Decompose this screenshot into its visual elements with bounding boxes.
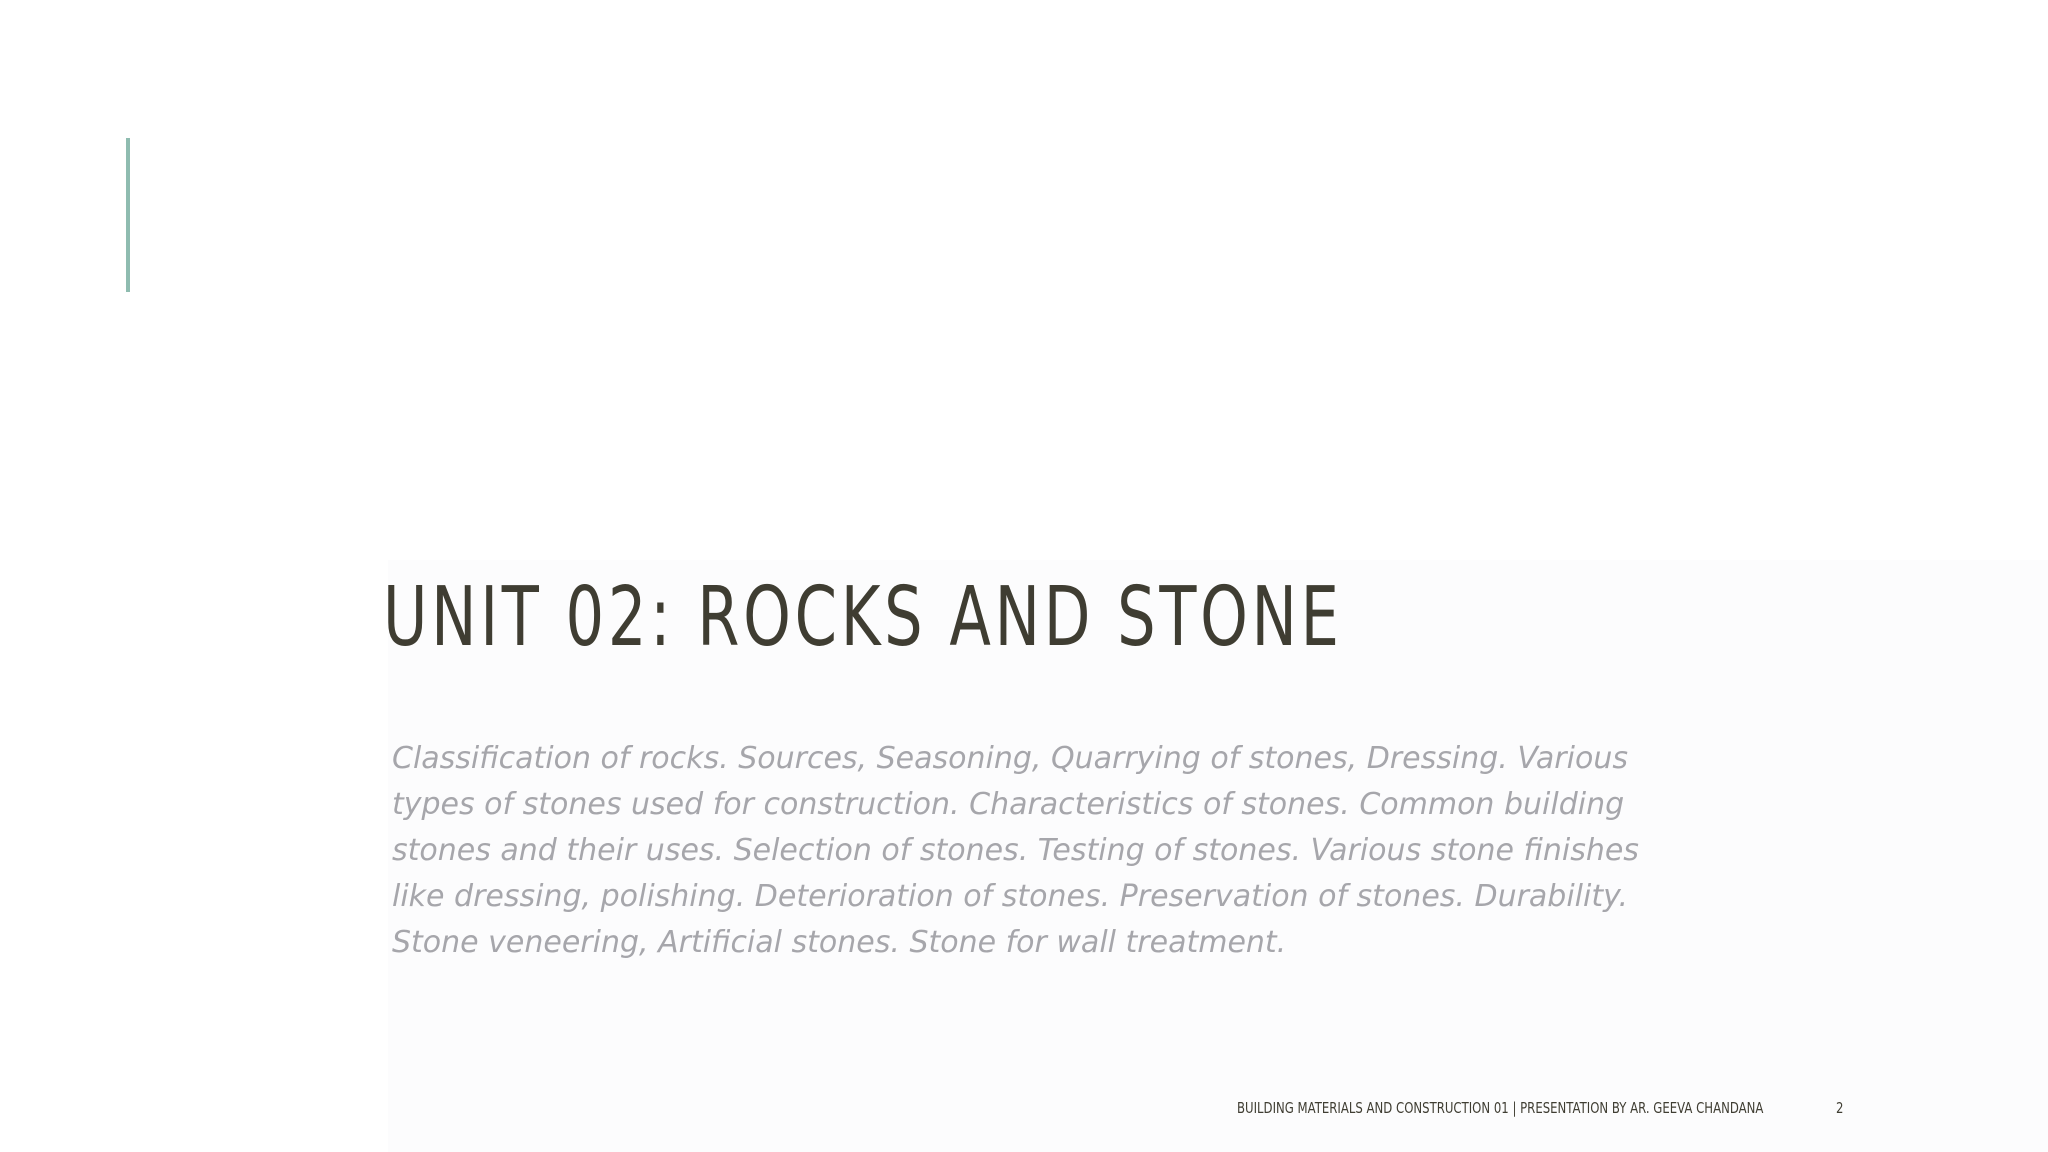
slide-body-text: Classification of rocks. Sources, Seasoning, Quarrying of stones, Dressing. Various types of stones used for construction. Characteristics of stones. Common building stones and their uses. Selection of stones. Testing of stones. Various stone finishes like dressing, polishing. Deterioration of stones. Preservation of stones. Durability. Stone veneering, Artificial stones. Stone for wall treatment. <box>392 741 1639 960</box>
slide-footer: BUILDING MATERIALS AND CONSTRUCTION 01 | PRESENTATION BY AR. GEEVA CHANDANA <box>1237 1099 1764 1117</box>
slide-title: UNIT 02: ROCKS AND STONE <box>383 570 1343 665</box>
accent-bar <box>126 138 130 292</box>
page-number: 2 <box>1836 1099 1844 1117</box>
